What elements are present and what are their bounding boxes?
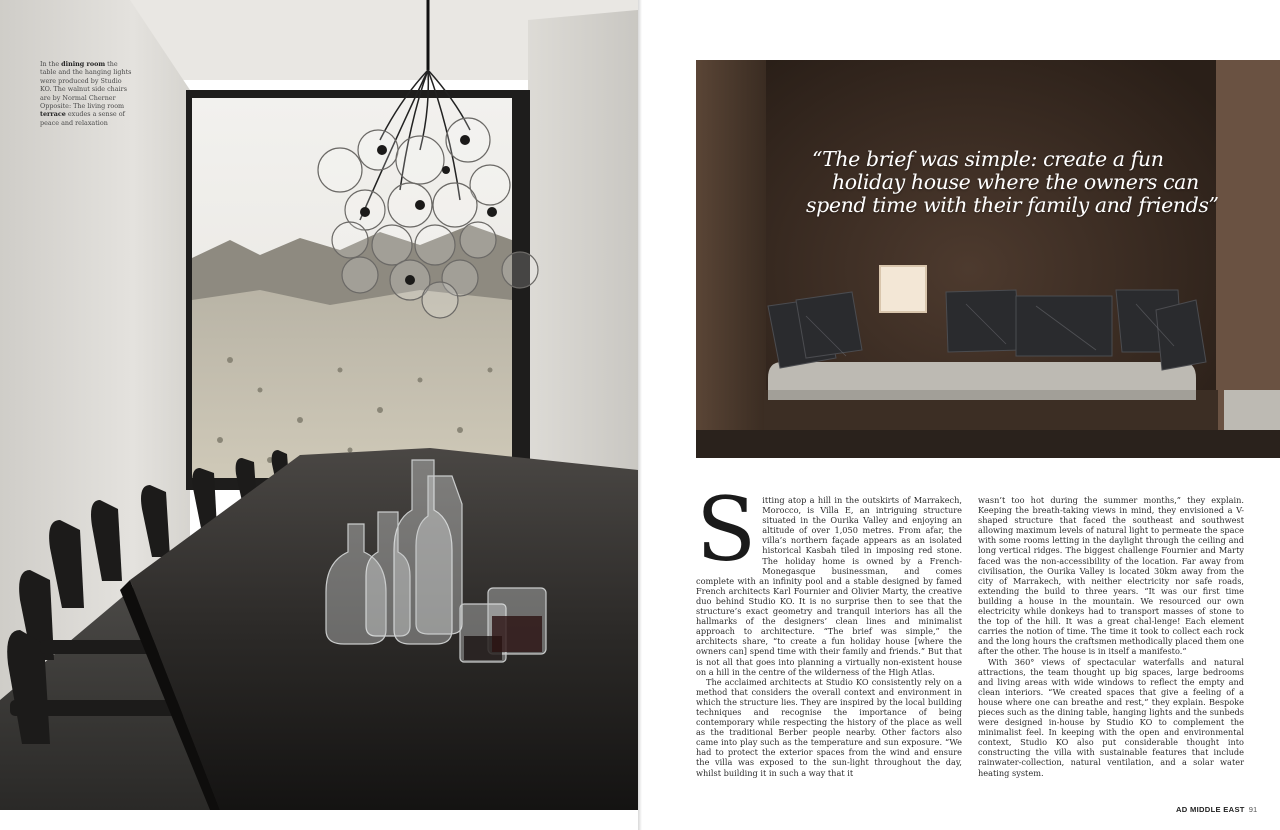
article-column-2 [978, 495, 1244, 778]
caption-keyword-dining-room: dining room [61, 60, 106, 68]
page-folio [1176, 805, 1257, 814]
article-column-1 [696, 478, 962, 778]
caption-keyword-terrace: terrace [40, 110, 66, 119]
caption-text: In the [40, 60, 62, 68]
article-paragraph: itting atop a hill in the outskirts of Marrakech, Morocco, is Villa E, an intriguing structure situated in the Ourika Valley and enjoying an altitude of over 1,050 metres. From afar, the villa’s northern façade appears as an isolated historical Kasbah tiled in imposing red stone. The holiday home is owned by a French-Monegasque businessman, and comes complete with an infinity pool and a stable designed by famed French architects Karl Fournier and Olivier Marty, the creative duo behind Studio KO. It is no surprise then to see that the structure’s exact geometry and tranquil interiors has all the hallmarks of the designers’ clean lines and minimalist approach to architecture. “The brief was simple,” the architects share, “to create a fun holiday house [where the owners can] spend time with their family and friends.” But that is not all that goes into planning a virtually non-existent house on a hill in the centre of the wilderness of the High Atlas. [696, 495, 962, 677]
caption-text: the table and the hanging lights were produced by Studio KO. The walnut side chairs are by Normal Cherner Opposite: The living room [40, 60, 132, 111]
photo-caption [40, 60, 134, 127]
terrace-photo [696, 60, 1280, 458]
page-gutter [638, 0, 642, 830]
drop-cap: S [696, 478, 757, 581]
pull-quote-line: “The brief was simple: create a fun [812, 147, 1164, 171]
pull-quote-line: holiday house where the owners can [832, 170, 1199, 194]
pull-quote-line: spend time with their family and friends” [806, 193, 1219, 217]
pull-quote [800, 148, 1220, 217]
page-number: 91 [1248, 805, 1258, 814]
article-paragraph: With 360° views of spectacular waterfalls and natural attractions, the team thought up big spaces, large bedrooms and living areas with wide windows to reflect the empty and clean interiors. “We created spaces that give a feeling of a house where one can breathe and rest,” they explain. Bespoke pieces such as the dining table, hanging lights and the sunbeds were designed in-house by Studio KO to complement the minimalist feel. In keeping with the open and environmental context, Studio KO also put considerable thought into constructing the villa with sustainable features that include rainwater-collection, natural ventilation, and a solar water heating system. [978, 656, 1244, 778]
article-paragraph: The acclaimed architects at Studio KO consistently rely on a method that considers the overall context and environment in which the structure lies. They are inspired by the local building techniques and recognise the importance of being contemporary while respecting the history of the place as well as the traditional Berber people nearby. Other factors also came into play such as the temperature and sun exposure. “We had to protect the exterior spaces from the wind and ensure the villa was exposed to the sun-light throughout the day, whilst building it in such a way that it [696, 676, 962, 778]
publication-name: AD MIDDLE EAST [1176, 805, 1245, 814]
caption-text: exudes a sense of peace and relaxation [40, 110, 125, 127]
article-paragraph: wasn’t too hot during the summer months,” they explain. Keeping the breath-taking views in mind, they envisioned a V-shaped structure that faced the southeast and southwest allowing maximum levels of natural light to permeate the space with some rooms letting in the daylight through the ceiling and long vertical ridges. The biggest challenge Fournier and Marty faced was the non-accessibility of the location. Far away from civilisation, the Ourika Valley is located 30km away from the city of Marrakech, with neither electricity nor safe roads, extending the build to three years. “It was our first time building a house in the mountain. We resourced our own electricity while donkeys had to transport masses of stone to the top of the hill. It was a great chal-lenge! Each element carries the notion of time. The time it took to collect each rock and the long hours the craftsmen methodically placed them one after the other. The house is in itself a manifesto.” [978, 495, 1244, 657]
